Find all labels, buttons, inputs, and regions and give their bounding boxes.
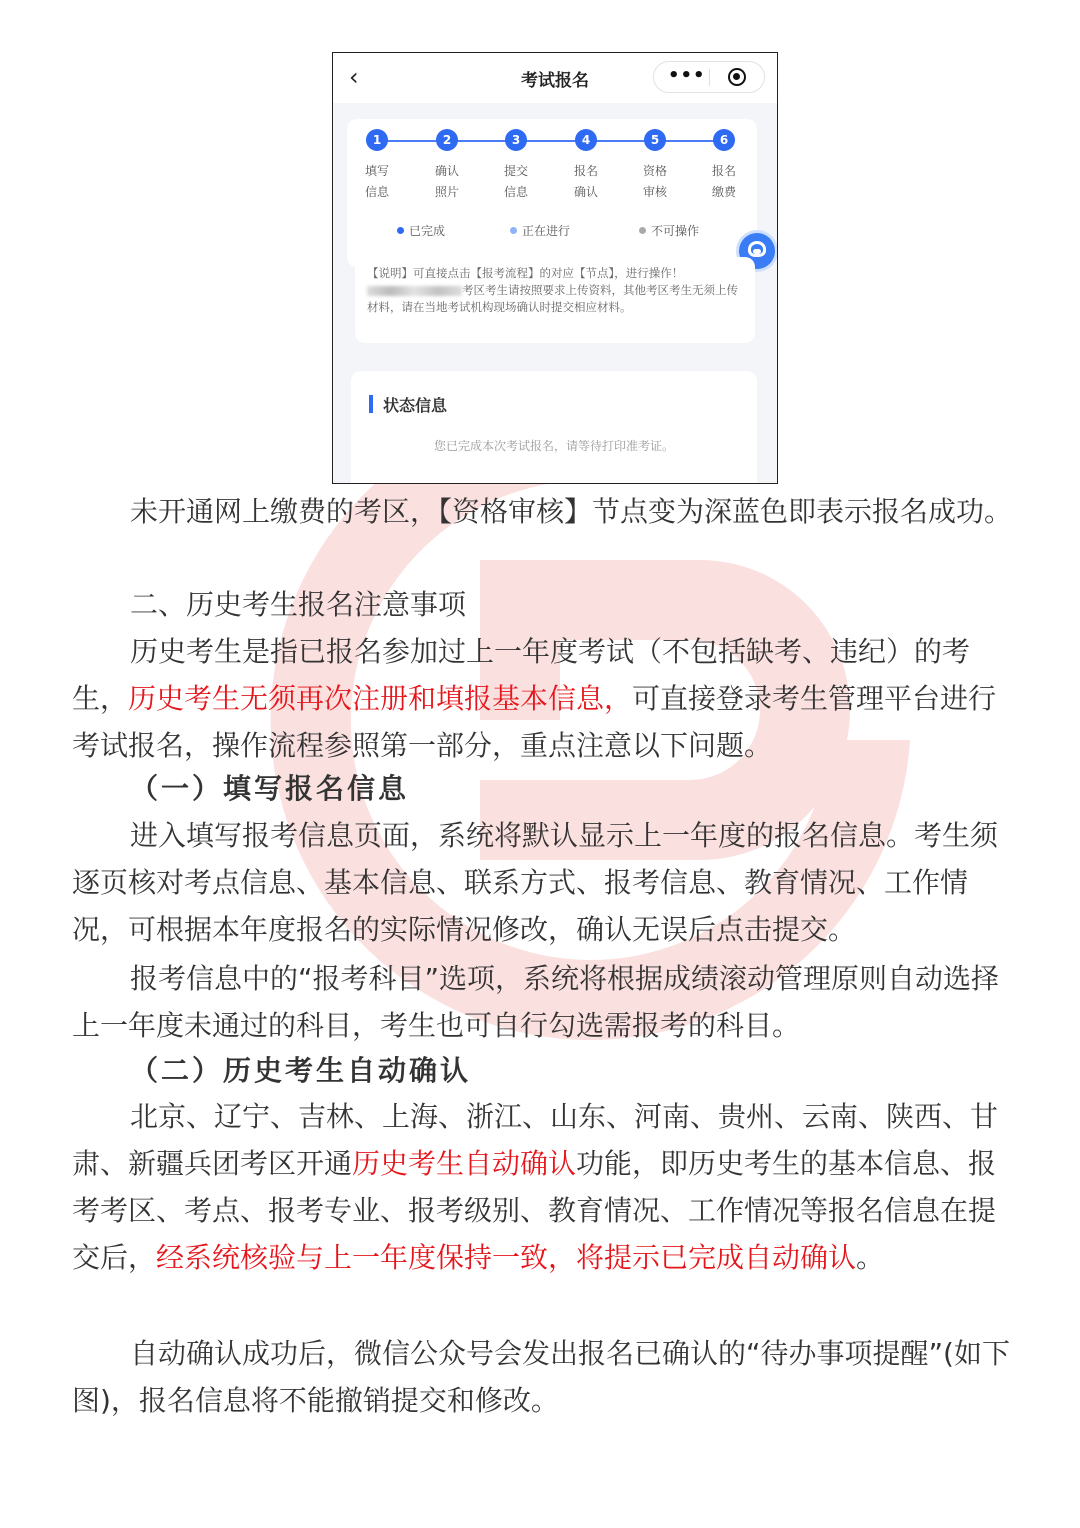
paragraph-history-definition: 历史考生是指已报名参加过上一年度考试（不包括缺考、违纪）的考生，历史考生无须再次注册和填报基本信息，可直接登录考生管理平台进行考试报名，操作流程参照第一部分，重点注意以下问题。 (72, 635, 997, 762)
capsule-divider (709, 69, 710, 86)
step-3[interactable] (496, 129, 536, 203)
highlight-consistency: 经系统核验与上一年度保持一致，将提示已完成自动确认 (156, 1241, 857, 1274)
redacted-region (367, 286, 462, 296)
legend-dot-icon (397, 227, 404, 234)
nav-title: 考试报名 (521, 71, 589, 91)
step-label: 提交 信息 (503, 164, 528, 199)
back-icon[interactable]: ‹ (349, 63, 359, 91)
miniprogram-capsule[interactable] (653, 61, 765, 93)
step-label: 资格 审核 (642, 164, 667, 199)
status-card (351, 371, 757, 484)
highlight-auto-confirm: 历史考生自动确认 (352, 1147, 577, 1180)
legend-in-progress: 正在进行 (510, 222, 570, 239)
nav-bar (333, 53, 777, 103)
step-4[interactable] (566, 129, 606, 203)
instruction-note: 【说明】可直接点击【报考流程】的对应【节点】，进行操作！考区考生请按照要求上传资料，其他考区考生无须上传材料，请在当地考试机构现场确认时提交相应材料。 (355, 257, 755, 343)
step-number: 1 (366, 129, 388, 151)
step-number: 6 (713, 129, 735, 151)
paragraph-wechat-reminder: 自动确认成功后，微信公众号会发出报名已确认的“待办事项提醒”(如下图)，报名信息将不能撤销提交和修改。 (72, 1337, 1010, 1417)
highlight-no-reregister: 历史考生无须再次注册和填报基本信息， (128, 682, 633, 715)
section-accent-bar (369, 395, 373, 413)
subheading-fill-info: （一）填写报名信息 (130, 772, 410, 805)
step-number: 5 (644, 129, 666, 151)
step-2[interactable] (427, 129, 467, 203)
section-heading: 二、历史考生报名注意事项 (130, 588, 467, 621)
status-title: 状态信息 (383, 396, 448, 415)
step-number: 4 (575, 129, 597, 151)
step-number: 2 (436, 129, 458, 151)
step-5[interactable] (635, 129, 675, 203)
paragraph-auto-confirm: 北京、辽宁、吉林、上海、浙江、山东、河南、贵州、云南、陕西、甘肃、新疆兵团考区开通历史考生自动确认功能，即历史考生的基本信息、报考考区、考点、报考专业、报考级别、教育情况、工作情况等报名信息在提交后，经系统核验与上一年度保持一致，将提示已完成自动确认。 (72, 1100, 999, 1274)
embedded-screenshot (332, 52, 778, 484)
step-6[interactable] (704, 129, 744, 203)
legend-completed: 已完成 (397, 222, 445, 239)
step-label: 报名 缴费 (711, 164, 736, 199)
step-label: 确认 照片 (434, 164, 459, 199)
progress-steps (347, 119, 757, 267)
subheading-auto-confirm: （二）历史考生自动确认 (130, 1054, 472, 1087)
legend-dot-icon (639, 227, 646, 234)
step-label: 填写 信息 (364, 164, 389, 199)
step-number: 3 (505, 129, 527, 151)
status-message: 您已完成本次考试报名，请等待打印准考证。 (433, 439, 674, 453)
step-label: 报名 确认 (573, 164, 598, 199)
legend-unavailable: 不可操作 (639, 222, 699, 239)
paragraph-payment-note: 未开通网上缴费的考区，【资格审核】节点变为深蓝色即表示报名成功。 (130, 495, 1013, 528)
paragraph-subjects: 报考信息中的“报考科目”选项，系统将根据成绩滚动管理原则自动选择上一年度未通过的科目，考生也可自行勾选需报考的科目。 (72, 962, 1000, 1042)
more-icon[interactable]: ••• (668, 65, 706, 86)
legend-dot-icon (510, 227, 517, 234)
step-1[interactable] (357, 129, 397, 203)
close-target-icon[interactable] (728, 68, 746, 86)
paragraph-fill-info: 进入填写报考信息页面，系统将默认显示上一年度的报名信息。考生须逐页核对考点信息、基本信息、联系方式、报考信息、教育情况、工作情况，可根据本年度报名的实际情况修改，确认无误后点击提交。 (72, 819, 999, 946)
